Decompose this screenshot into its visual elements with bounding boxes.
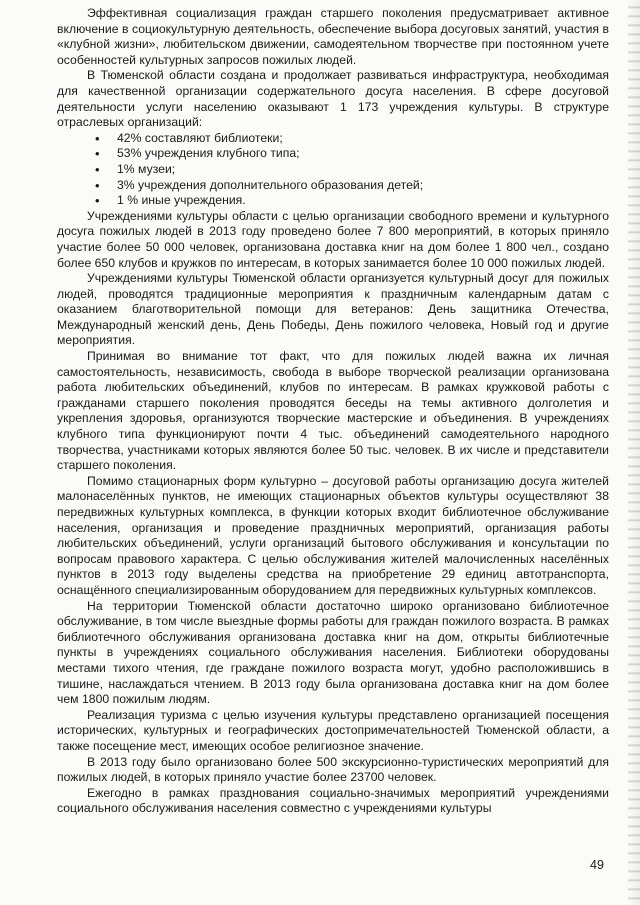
paragraph-events-2013: Учреждениями культуры области с целью организации свободного времени и культурного досуга пожилых людей в 2013 году проведено более 7 800 мероприятий, в которых приняло участие более 50 000 человек, организована доставка книг на дом более 1 800 чел., создано более 650 клубов и кружков по интересам, в которых занимается более 10 000 пожилых людей.: [57, 208, 609, 270]
paragraph-mobile-complexes: Помимо стационарных форм культурно – досуговой работы организацию досуга жителей малонаселённых пунктов, не имеющих стационарных объектов культуры осуществляют 38 передвижных культурных комплекса, в функции которых входит библиотечное обслуживание населения, организация и проведение праздничных мероприятий, организация работы любительских объединений, услуги организаций бытового обслуживания и консультации по вопросам правового характера. С целью обслуживания жителей малочисленных населённых пунктов в 2013 году выделены средства на приобретение 29 единиц автотранспорта, оснащённого специализированным оборудованием для передвижных культурных комплексов.: [57, 473, 609, 597]
paragraph-amateur-clubs: Принимая во внимание тот факт, что для пожилых людей важна их личная самостоятельность, независимость, свобода в выборе творческой реализации организована работа любительских объединений, клубов по интересам. В рамках кружковой работы с гражданами старшего поколения проводятся беседы на темы активного долголетия и укрепления здоровья, организуются творческие мастерские и объединения. В учреждениях клубного типа функционируют почти 4 тыс. объединений самодеятельного народного творчества, участниками которых являются более 50 тыс. человек. В их числе и представители старшего поколения.: [57, 349, 609, 473]
list-item: • 1% музеи;: [117, 162, 609, 178]
organization-structure-list: [57, 131, 609, 209]
paragraph-infrastructure: В Тюменской области создана и продолжает развиваться инфраструктура, необходимая для качественной организации содержательного досуга населения. В сфере досуговой деятельности услуги населению оказывают 1 173 учреждения культуры. В структуре отраслевых организаций:: [57, 68, 609, 130]
paragraph-holiday-events: Учреждениями культуры Тюменской области организуется культурный досуг для пожилых людей, проводятся традиционные мероприятия к праздничным календарным датам с оказанием благотворительной помощи для ветеранов: День защитника Отечества, Международный женский день, День Победы, День пожилого человека, Новый год и другие мероприятия.: [57, 271, 609, 348]
list-item: • 42% составляют библиотеки;: [117, 131, 609, 147]
list-item: • 1 % иные учреждения.: [117, 193, 609, 209]
page-number: 49: [590, 858, 604, 872]
list-item: • 53% учреждения клубного типа;: [117, 146, 609, 162]
paragraph-annual-celebrations: Ежегодно в рамках празднования социально-значимых мероприятий учреждениями социального обслуживания населения совместно с учреждениями культуры: [57, 785, 609, 816]
scan-edge-artifact: [628, 0, 640, 905]
paragraph-library-service: На территории Тюменской области достаточно широко организовано библиотечное обслуживание, в том числе выездные формы работы для граждан пожилого возраста. В рамках библиотечного обслуживания организована доставка книг на дом, открыты библиотечные пункты в учреждениях социального обслуживания населения. Библиотеки оборудованы местами тихого чтения, где граждане пожилого возраста могут, удобно расположившись в тишине, наслаждаться чтением. В 2013 году была организована доставка книг на дом более чем 1800 пожилым людям.: [57, 598, 609, 707]
list-item: • 3% учреждения дополнительного образования детей;: [117, 178, 609, 194]
paragraph-tourism: Реализация туризма с целью изучения культуры представлено организацией посещения исторических, культурных и географических достопримечательностей Тюменской области, а также посещение мест, имеющих особое религиозное значение.: [57, 707, 609, 753]
paragraph-socialization: Эффективная социализация граждан старшего поколения предусматривает активное включение в социокультурную деятельность, обеспечение выбора досуговых занятий, участия в «клубной жизни», любительском движении, самодеятельном творчестве при постоянном учете особенностей культурных запросов пожилых людей.: [57, 6, 609, 67]
document-body: [57, 6, 609, 817]
paragraph-excursions: В 2013 году было организовано более 500 экскурсионно-туристических мероприятий для пожилых людей, в которых приняло участие более 23700 человек.: [57, 754, 609, 785]
